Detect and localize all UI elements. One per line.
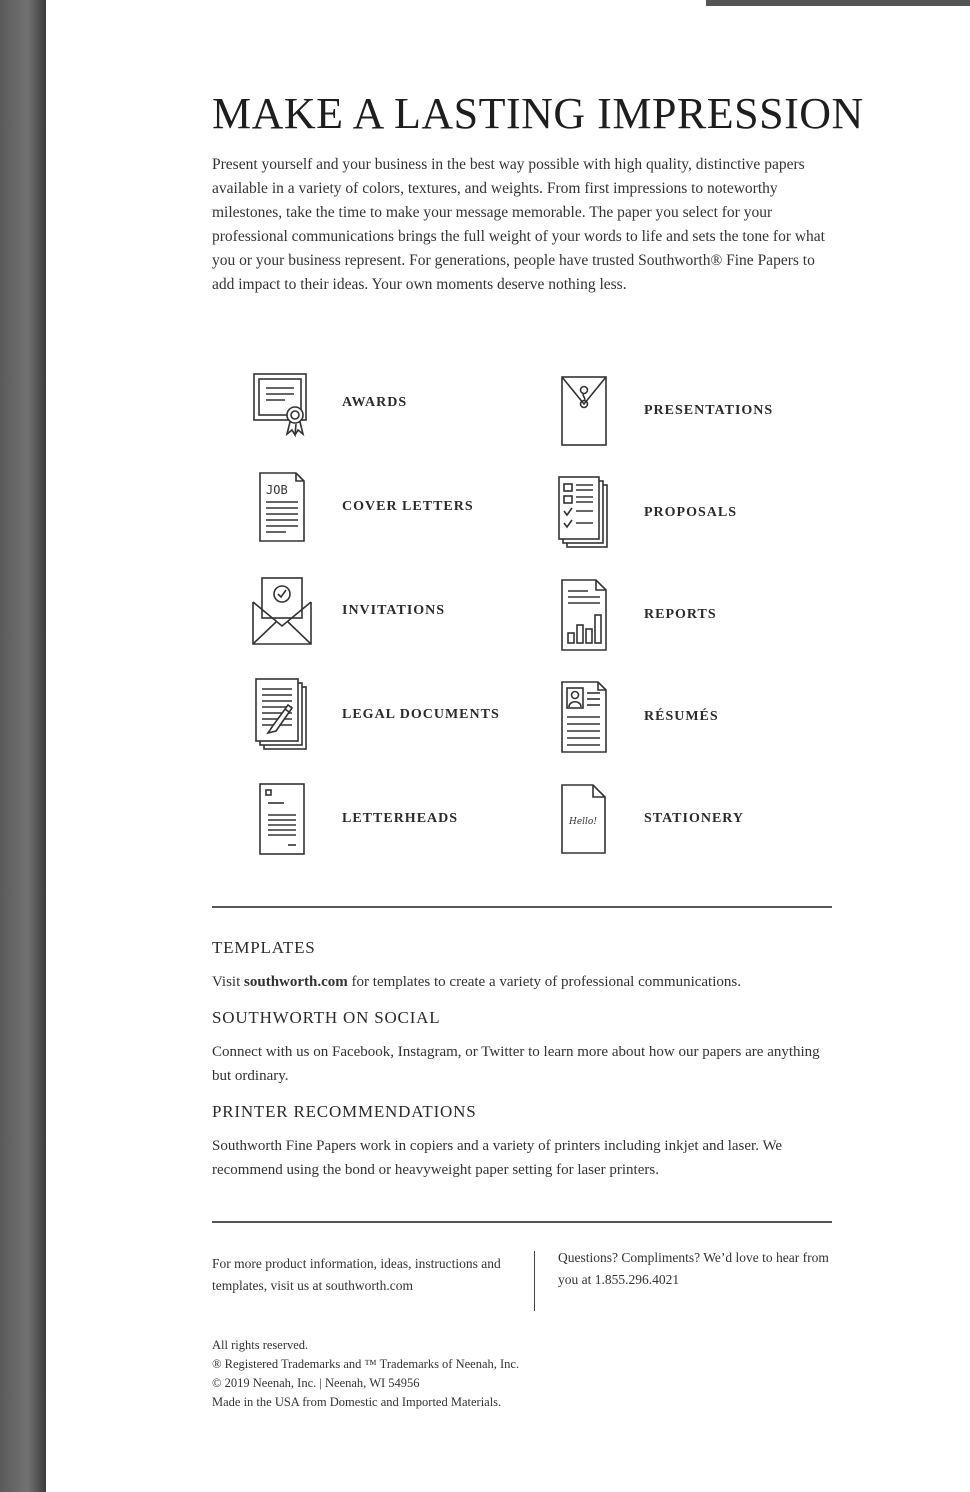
use-item-stationery	[552, 779, 744, 859]
use-label-invitations: INVITATIONS	[342, 603, 446, 618]
printer-heading: PRINTER RECOMMENDATIONS	[212, 1102, 477, 1121]
southworth-link[interactable]: southworth.com	[244, 974, 348, 990]
binding-spine	[0, 0, 46, 1492]
use-item-invitations	[250, 571, 445, 651]
checklist-stack-icon	[552, 475, 616, 551]
divider-bottom	[212, 1221, 832, 1223]
legal-line-made-in: Made in the USA from Domestic and Imported Materials.	[212, 1395, 502, 1409]
use-label-cover-letters: COVER LETTERS	[342, 499, 474, 514]
page-title: MAKE A LASTING IMPRESSION	[212, 89, 864, 138]
page-edge	[706, 0, 970, 6]
printer-body: Southworth Fine Papers work in copiers and a variety of printers including inkjet and laser. We recommend using the bond or heavyweight paper setting for laser printers.	[212, 1138, 783, 1178]
legal-block	[212, 1336, 832, 1412]
footer-divider	[534, 1251, 535, 1311]
footer-contact: Questions? Compliments? We’d love to hear from you at 1.855.296.4021	[558, 1250, 829, 1287]
use-item-reports	[552, 575, 717, 655]
divider-top	[212, 906, 832, 908]
hello-stationery-icon	[552, 781, 616, 857]
info-sections	[212, 938, 832, 1196]
templates-body: Visit southworth.com for templates to create a variety of professional communications.	[212, 974, 741, 990]
report-chart-icon	[552, 577, 616, 653]
resume-icon	[552, 679, 616, 755]
use-item-proposals	[552, 473, 737, 553]
use-label-proposals: PROPOSALS	[644, 505, 738, 520]
document-page	[46, 0, 970, 1492]
use-label-stationery: STATIONERY	[644, 811, 745, 826]
use-item-presentations	[552, 371, 773, 451]
social-heading: SOUTHWORTH ON SOCIAL	[212, 1008, 441, 1027]
job-document-icon	[250, 469, 314, 545]
use-label-presentations: PRESENTATIONS	[644, 403, 774, 418]
letterhead-icon	[250, 781, 314, 857]
use-label-awards: AWARDS	[342, 395, 408, 410]
page-content	[212, 88, 864, 1409]
use-label-resumes: RÉSUMÉS	[644, 709, 719, 724]
use-item-letterheads	[250, 779, 458, 859]
legal-line-trademarks: ® Registered Trademarks and ™ Trademarks of Neenah, Inc.	[212, 1357, 520, 1371]
use-label-legal-documents: LEGAL DOCUMENTS	[342, 707, 500, 722]
templates-heading: TEMPLATES	[212, 938, 316, 957]
legal-line-rights: All rights reserved.	[212, 1338, 309, 1352]
use-label-letterheads: LETTERHEADS	[342, 811, 459, 826]
use-item-resumes	[552, 677, 719, 757]
certificate-icon	[250, 365, 314, 441]
envelope-check-icon	[250, 573, 314, 649]
svg-text:Hello!: Hello!	[569, 817, 597, 827]
social-body: Connect with us on Facebook, Instagram, or Twitter to learn more about how our papers are anything but ordinary.	[212, 1044, 820, 1084]
clasp-envelope-icon	[552, 373, 616, 449]
use-item-awards	[250, 363, 407, 443]
use-item-cover-letters	[250, 467, 474, 547]
legal-line-copyright: © 2019 Neenah, Inc. | Neenah, WI 54956	[212, 1376, 420, 1390]
legal-document-pen-icon	[250, 677, 314, 753]
use-label-reports: REPORTS	[644, 607, 717, 622]
intro-paragraph: Present yourself and your business in the best way possible with high quality, distinctive papers available in a variety of colors, textures, and weights. From first impressions to noteworthy milestones, take the time to make your message memorable. The paper you select for your professional communications brings the full weight of your words to life and sets the tone for what you or your business represent. For generations, people have trusted Southworth® Fine Papers to add impact to their ideas. Your own moments deserve nothing less.	[212, 156, 825, 293]
footer-info: For more product information, ideas, instructions and templates, visit us at southworth.com	[212, 1256, 501, 1293]
svg-text:JOB: JOB	[266, 483, 288, 497]
use-item-legal-documents	[250, 675, 500, 755]
